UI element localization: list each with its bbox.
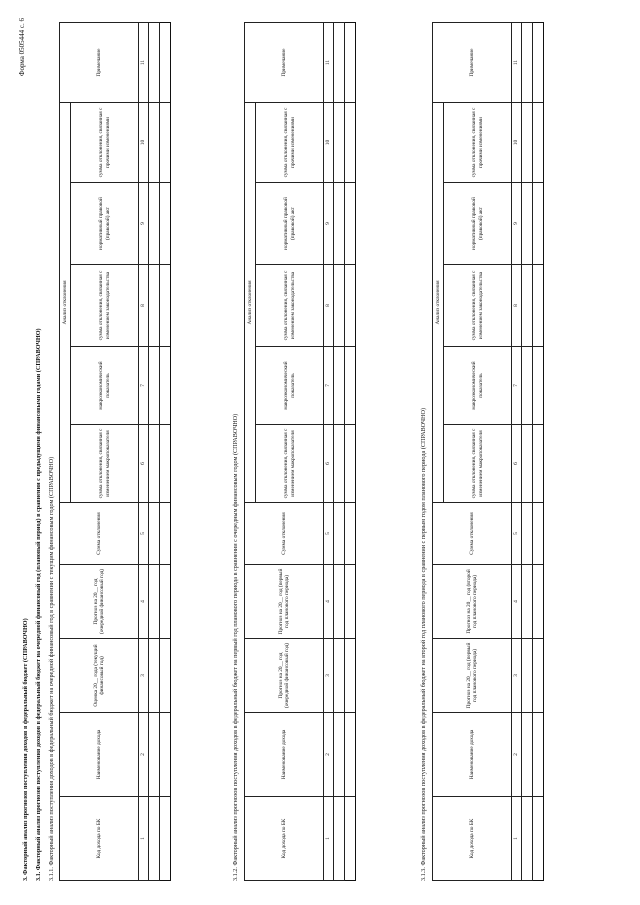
header-cell: Прогноз на 20__ год (очередной финансовый год) xyxy=(245,639,324,713)
header-cell: сумма отклонения, связанная с прочими изменениями xyxy=(256,102,324,182)
form-code: Форма 0505444 с. 6 xyxy=(18,18,26,77)
header-cell: Сумма отклонения xyxy=(245,503,324,565)
header-cell: макроэкономический показатель xyxy=(71,347,139,425)
column-number: 10 xyxy=(139,102,149,182)
header-cell: сумма отклонения, связанная с изменением макропоказателя xyxy=(71,425,139,503)
table-2-title: 3.1.2. Факторный анализ прогнозов поступления доходов в федеральный бюджет на первый год планового периода в сравнении с очередным финансовым годом (СПРАВОЧНО) xyxy=(232,413,239,881)
column-number: 2 xyxy=(512,713,522,797)
table-3-1-1 xyxy=(59,22,171,881)
table-3-1-3 xyxy=(432,22,544,881)
header-cell: Прогноз на 20__ год (первый год планового периода) xyxy=(245,565,324,639)
header-cell: нормативный правовой (правовой) акт xyxy=(71,183,139,265)
column-number: 9 xyxy=(324,183,334,265)
header-cell: Наименование дохода xyxy=(433,713,512,797)
section-3-1-heading: 3.1. Факторный анализ прогнозов поступления доходов в федеральный бюджет на очередной финансовый год (плановый период) в сравнении с предыдущими финансовыми годами (СПРАВОЧНО) xyxy=(35,328,42,881)
column-number: 9 xyxy=(139,183,149,265)
column-number: 4 xyxy=(139,565,149,639)
rotated-landscape-content xyxy=(10,10,630,895)
column-number: 5 xyxy=(324,503,334,565)
group-header-cell: Анализ отклонения xyxy=(60,102,71,502)
column-number: 4 xyxy=(324,565,334,639)
table-row xyxy=(334,22,345,880)
header-cell: сумма отклонения, связанная с изменением законодательства xyxy=(444,265,512,347)
column-number: 6 xyxy=(512,425,522,503)
header-cell: Сумма отклонения xyxy=(433,503,512,565)
table-3-title: 3.1.3. Факторный анализ прогнозов поступления доходов в федеральный бюджет на второй год планового периода в сравнении с первым годом планового периода (СПРАВОЧНО) xyxy=(420,407,427,881)
column-number: 8 xyxy=(139,265,149,347)
header-cell: нормативный правовой (правовой) акт xyxy=(256,183,324,265)
column-number: 10 xyxy=(512,102,522,182)
header-cell: сумма отклонения, связанная с прочими изменениями xyxy=(444,102,512,182)
total-row xyxy=(345,22,356,880)
header-cell: сумма отклонения, связанная с изменением макропоказателя xyxy=(444,425,512,503)
header-cell: Примечание xyxy=(433,22,512,102)
column-number: 10 xyxy=(324,102,334,182)
column-number: 5 xyxy=(512,503,522,565)
group-header-cell: Анализ отклонения xyxy=(245,102,256,502)
header-cell: сумма отклонения, связанная с изменением макропоказателя xyxy=(256,425,324,503)
column-number: 11 xyxy=(139,22,149,102)
column-number: 6 xyxy=(324,425,334,503)
column-number: 3 xyxy=(512,639,522,713)
header-cell: Наименование дохода xyxy=(245,713,324,797)
column-number: 2 xyxy=(139,713,149,797)
column-number: 5 xyxy=(139,503,149,565)
header-cell: макроэкономический показатель xyxy=(444,347,512,425)
column-number: 4 xyxy=(512,565,522,639)
table-3-1-2 xyxy=(244,22,356,881)
header-cell: Прогноз на 20__ год (первый год планового периода) xyxy=(433,639,512,713)
header-cell: Код дохода по БК xyxy=(60,797,139,881)
column-number: 8 xyxy=(324,265,334,347)
header-cell: Примечание xyxy=(60,22,139,102)
column-number: 3 xyxy=(139,639,149,713)
column-number: 7 xyxy=(512,347,522,425)
column-number: 7 xyxy=(324,347,334,425)
total-row xyxy=(160,22,171,880)
column-number: 1 xyxy=(324,797,334,881)
header-cell: сумма отклонения, связанная с изменением законодательства xyxy=(256,265,324,347)
column-number: 1 xyxy=(139,797,149,881)
table-row xyxy=(522,22,533,880)
header-cell: Код дохода по БК xyxy=(433,797,512,881)
total-row xyxy=(533,22,544,880)
section-3-heading: 3. Факторный анализ прогнозов поступления доходов в федеральный бюджет (СПРАВОЧНО) xyxy=(22,618,29,881)
column-number: 7 xyxy=(139,347,149,425)
header-cell: Примечание xyxy=(245,22,324,102)
column-number: 9 xyxy=(512,183,522,265)
header-cell: макроэкономический показатель xyxy=(256,347,324,425)
column-number: 8 xyxy=(512,265,522,347)
group-header-cell: Анализ отклонения xyxy=(433,102,444,502)
header-cell: Прогноз на 20__ год (очередной финансовый год) xyxy=(60,565,139,639)
column-number: 3 xyxy=(324,639,334,713)
header-cell: Наименование дохода xyxy=(60,713,139,797)
header-cell: Сумма отклонения xyxy=(60,503,139,565)
column-number: 2 xyxy=(324,713,334,797)
header-cell: сумма отклонения, связанная с прочими изменениями xyxy=(71,102,139,182)
header-cell: Прогноз на 20__ год (второй год планового периода) xyxy=(433,565,512,639)
header-cell: нормативный правовой (правовой) акт xyxy=(444,183,512,265)
table-1-title: 3.1.1. Факторный анализ поступления доходов в федеральный бюджет на очередной финансовый год в сравнении с текущим финансовым годом (СПРАВОЧНО) xyxy=(48,456,55,881)
column-number: 11 xyxy=(324,22,334,102)
header-cell: Оценка 20__ года (текущий финансовый год) xyxy=(60,639,139,713)
header-cell: Код дохода по БК xyxy=(245,797,324,881)
header-cell: сумма отклонения, связанная с изменением законодательства xyxy=(71,265,139,347)
column-number: 6 xyxy=(139,425,149,503)
column-number: 1 xyxy=(512,797,522,881)
table-row xyxy=(149,22,160,880)
column-number: 11 xyxy=(512,22,522,102)
